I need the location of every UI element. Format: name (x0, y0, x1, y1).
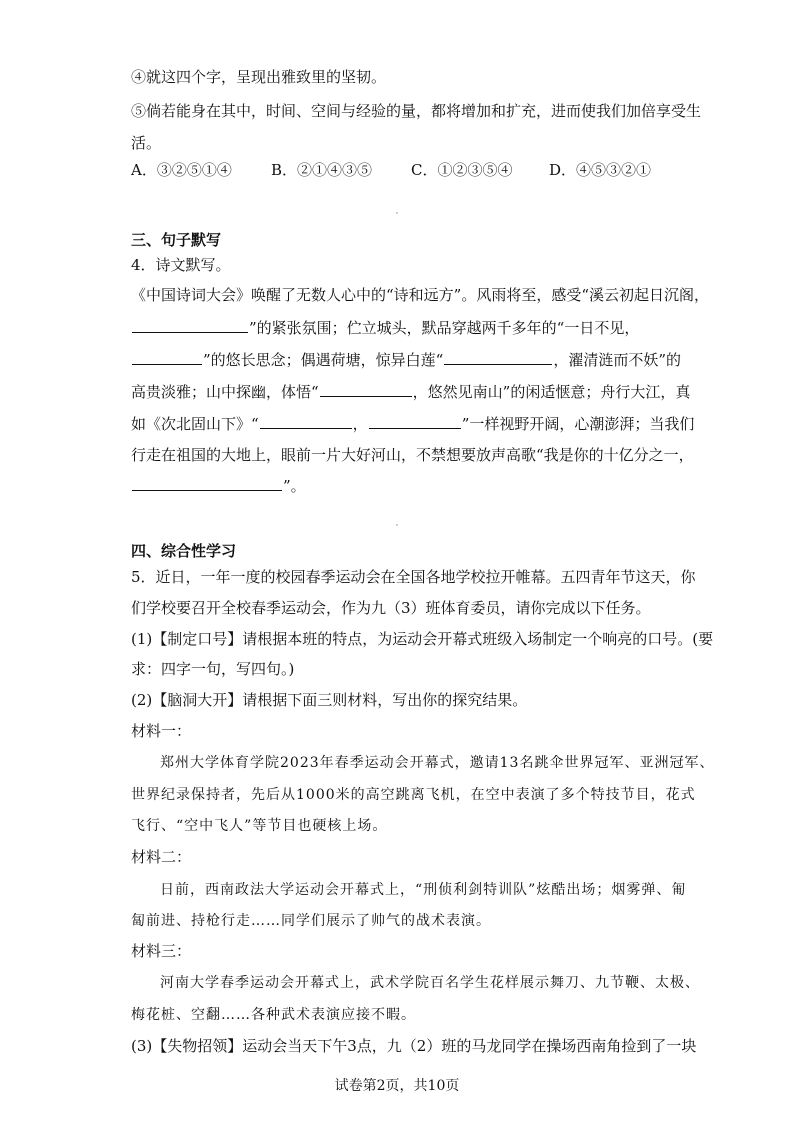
answer-blank[interactable] (320, 381, 412, 397)
material-1-line2: 世界纪录保持者，先后从1000米的高空跳离飞机，在空中表演了多个特技节目，花式 (131, 787, 696, 803)
material-3-line1: 河南大学春季运动会开幕式上，武术学院百名学生花样展示舞刀、九节鞭、太极、 (160, 975, 700, 991)
material-1-line1: 郑州大学体育学院2023年春季运动会开幕式，邀请13名跳伞世界冠军、亚洲冠军、 (160, 755, 715, 771)
answer-blank[interactable] (132, 317, 248, 333)
poetry-line-2: ”的紧张氛围；伫立城头，默品穿越两千多年的“一日不见， (131, 317, 639, 338)
option-a: A．③②⑤①④ (131, 161, 232, 179)
poetry-line-5: 如《次北固山下》“ ， ”一样视野开阔，心潮澎湃；当我们 (131, 415, 695, 433)
option-b: B．②①④③⑤ (271, 161, 373, 179)
material-2-line2: 匐前进、持枪行走……同学们展示了帅气的战术表演。 (131, 913, 491, 929)
section-4-heading: 四、综合性学习 (131, 542, 237, 560)
material-2-title: 材料二： (131, 848, 192, 866)
sentence-5-line1: ⑤倘若能身在其中，时间、空间与经验的量，都将增加和扩充，进而使我们加倍享受生 (131, 102, 702, 120)
task-3: (3)【失物招领】运动会当天下午3点，九（2）班的马龙同学在操场西南角捡到了一块 (131, 1037, 697, 1055)
poetry-line-7: ”。 (131, 475, 306, 496)
poetry-line-4: 高贵淡雅；山中探幽，体悟“ ，悠然见南山”的闲适惬意；舟行大江，真 (131, 383, 691, 401)
answer-blank[interactable] (369, 413, 461, 429)
material-3-line2: 梅花桩、空翻……各种武术表演应接不暇。 (131, 1007, 416, 1023)
question-5-line2: 们学校要召开全校春季运动会，作为九（3）班体育委员，请你完成以下任务。 (131, 599, 651, 617)
question-4-stem: 4．诗文默写。 (131, 256, 231, 274)
separator-dot (396, 524, 398, 526)
material-1-line3: 飞行、“空中飞人”等节目也硬核上场。 (131, 818, 388, 834)
page-footer: 试卷第2页，共10页 (334, 1078, 460, 1094)
separator-dot (396, 212, 398, 214)
question-5-line1: 5．近日，一年一度的校园春季运动会在全国各地学校拉开帷幕。五四青年节这天，你 (131, 568, 696, 586)
task-1-line2: 求：四字一句，写四句。) (131, 660, 295, 678)
section-3-heading: 三、句子默写 (131, 231, 222, 249)
option-c: C．①②③⑤④ (411, 161, 513, 179)
poetry-line-6: 行走在祖国的大地上，眼前一片大好河山，不禁想要放声高歌“我是你的十亿分之一， (131, 446, 694, 464)
answer-blank[interactable] (132, 349, 202, 365)
sentence-5-line2: 活。 (131, 134, 162, 152)
answer-blank[interactable] (444, 349, 552, 365)
answer-blank[interactable] (132, 475, 282, 491)
task-1-line1: (1)【制定口号】请根据本班的特点，为运动会开幕式班级入场制定一个响亮的口号。(要 (131, 630, 714, 648)
material-1-title: 材料一： (131, 722, 192, 740)
option-d: D．④⑤③②① (549, 161, 652, 179)
material-2-line1: 日前，西南政法大学运动会开幕式上，“刑侦利剑特训队”炫酷出场；烟雾弹、匍 (160, 882, 687, 898)
poetry-line-3: ”的悠长思念；偶遇荷塘，惊异白莲“ ，濯清涟而不妖”的 (131, 349, 681, 370)
poetry-line-1: 《中国诗词大会》唤醒了无数人心中的“诗和远方”。风雨将至，感受“溪云初起日沉阁， (131, 286, 710, 304)
task-2: (2)【脑洞大开】请根据下面三则材料，写出你的探究结果。 (131, 691, 528, 709)
material-3-title: 材料三： (131, 942, 192, 960)
sentence-4: ④就这四个字，呈现出雅致里的坚韧。 (131, 68, 387, 86)
answer-blank[interactable] (260, 413, 352, 429)
